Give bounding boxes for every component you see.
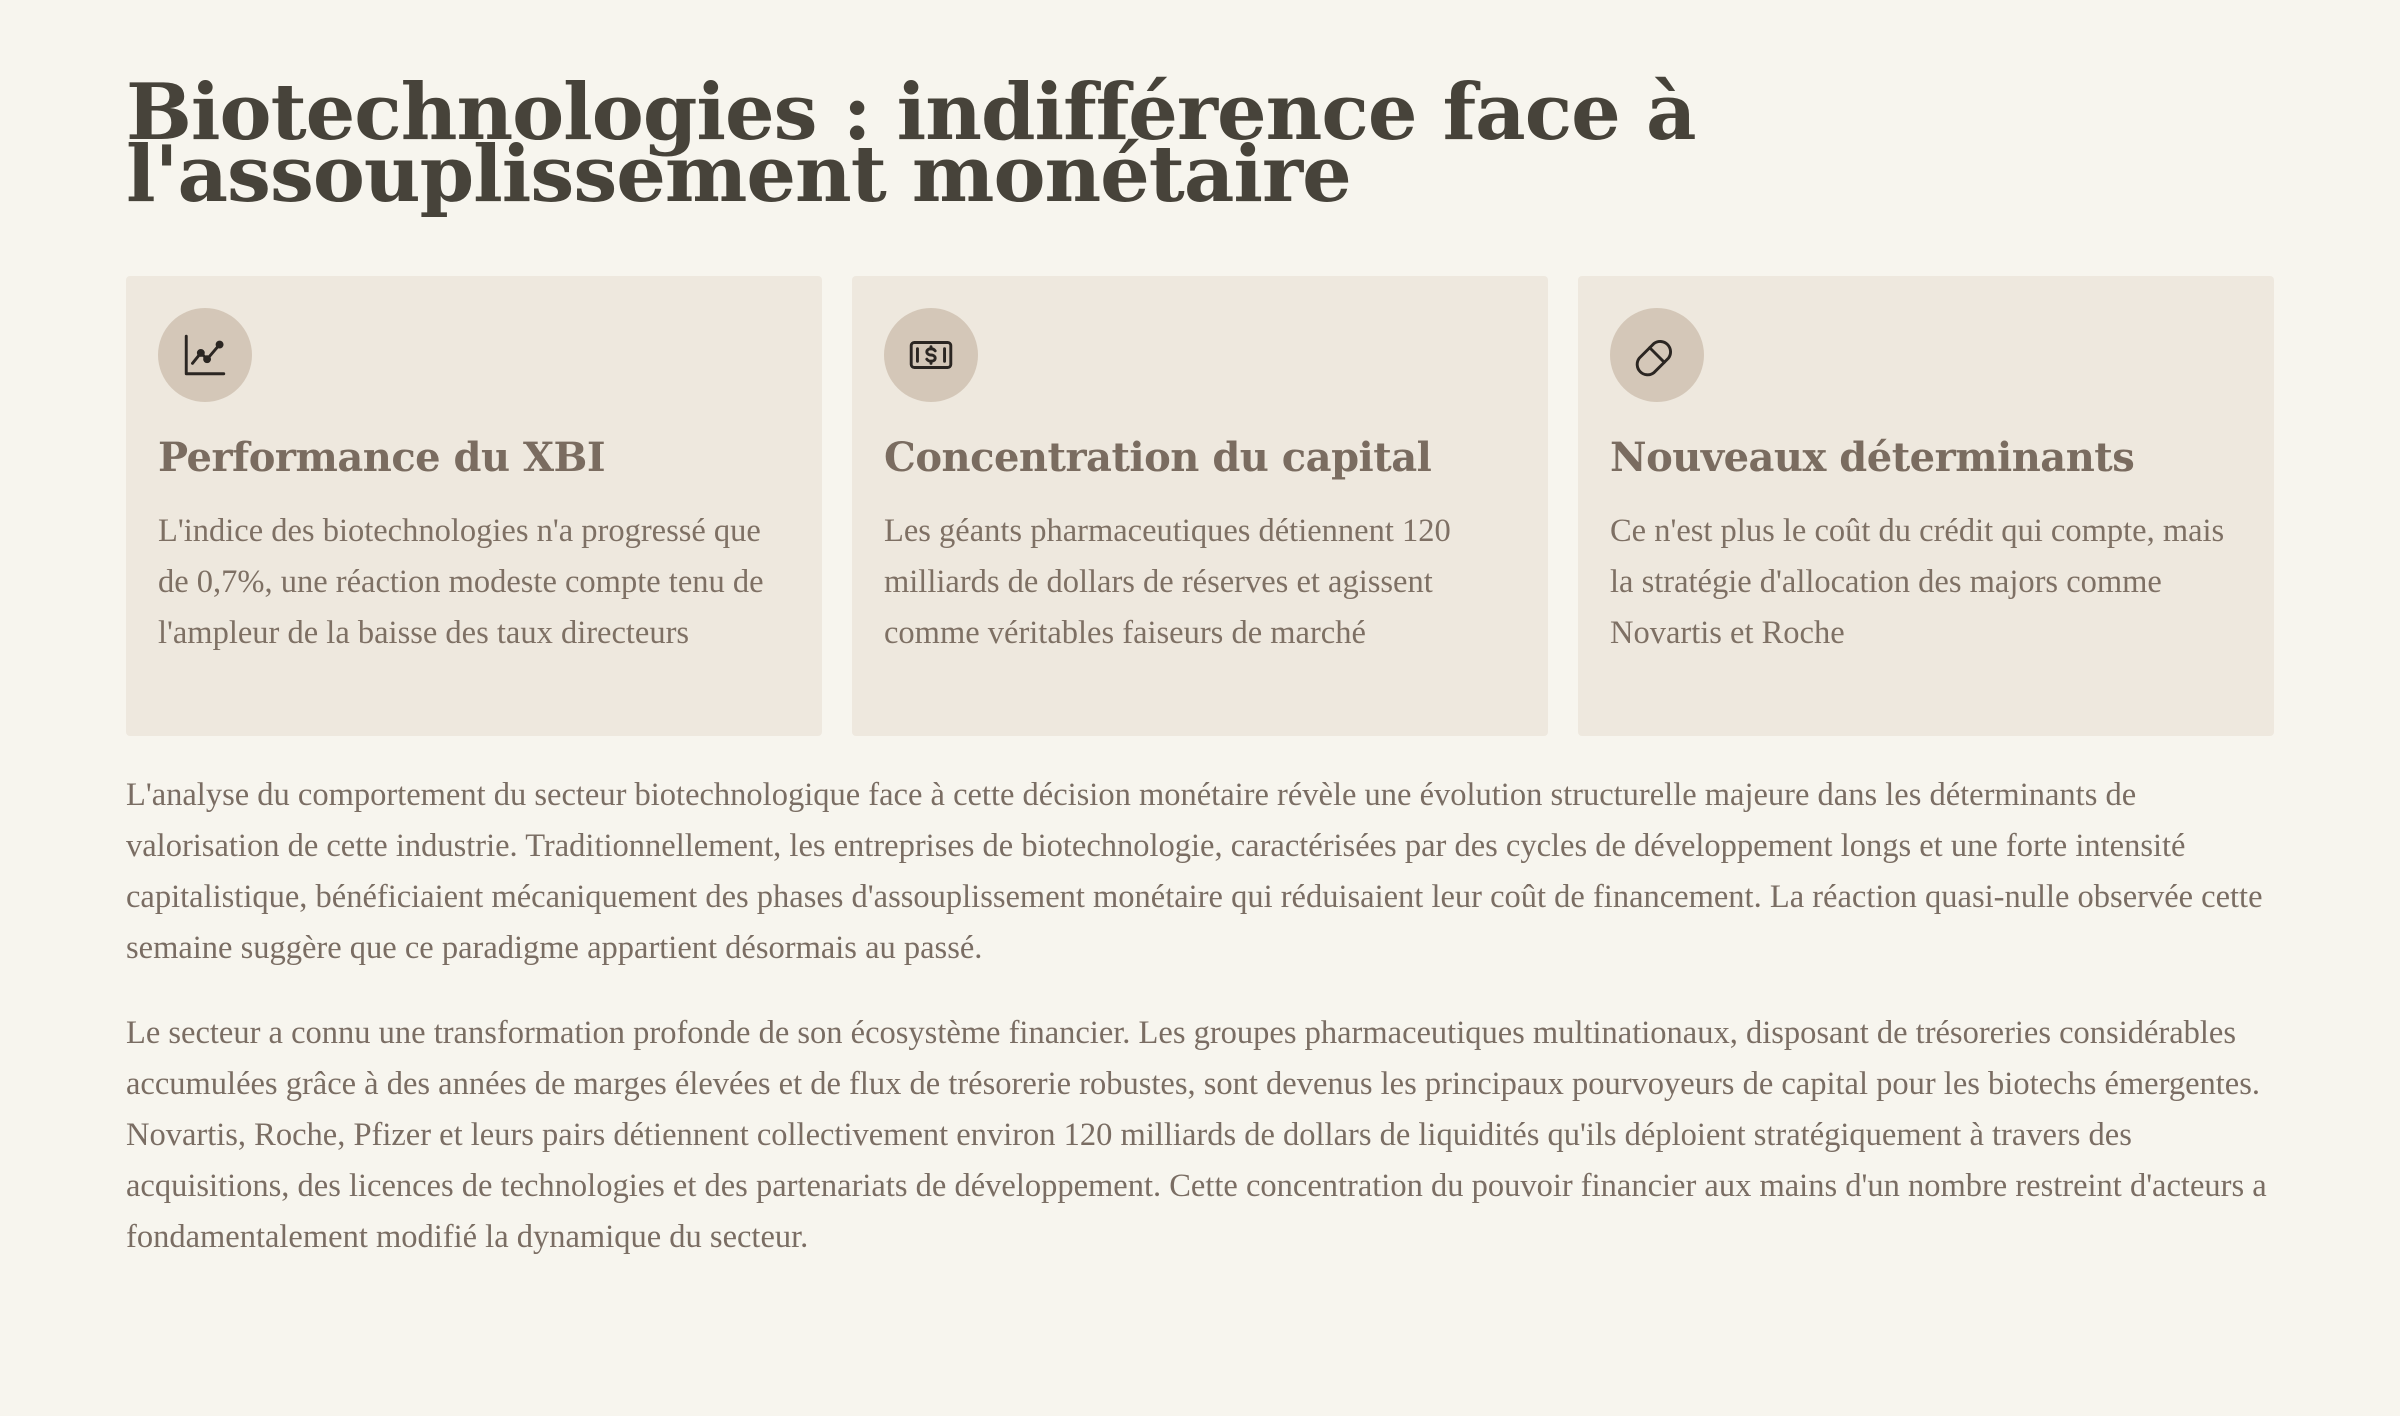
card-title: Nouveaux déterminants bbox=[1610, 434, 2135, 481]
card-text: Ce n'est plus le coût du crédit qui compte, mais la stratégie d'allocation des majors comme Novartis et Roche bbox=[1610, 513, 2225, 651]
body-paragraph: Le secteur a connu une transformation profonde de son écosystème financier. Les groupes pharmaceutiques multinationaux, disposant de trésoreries considérables accumulées grâce à des années de marges élevées et de flux de trésorerie robustes, sont devenus les principaux pourvoyeurs de capital pour les biotechs émergentes. Novartis, Roche, Pfizer et leurs pairs détiennent collectivement environ 120 milliards de dollars de liquidités qu'ils déploient stratégiquement à travers des acquisitions, des licences de technologies et des partenariats de développement. Cette concentration du pouvoir financier aux mains d'un nombre restreint d'acteurs a fondamentalement modifié la dynamique du secteur. bbox=[126, 1015, 2267, 1255]
card-title: Performance du XBI bbox=[158, 434, 606, 481]
card-xbi-performance bbox=[126, 276, 822, 736]
card-text: L'indice des biotechnologies n'a progressé que de 0,7%, une réaction modeste compte tenu de l'ampleur de la baisse des taux directeurs bbox=[158, 513, 764, 651]
key-points bbox=[126, 276, 2274, 736]
card-text: Les géants pharmaceutiques détiennent 120 milliards de dollars de réserves et agissent comme véritables faiseurs de marché bbox=[884, 513, 1451, 651]
body-paragraph: L'analyse du comportement du secteur biotechnologique face à cette décision monétaire révèle une évolution structurelle majeure dans les déterminants de valorisation de cette industrie. Traditionnellement, les entreprises de biotechnologie, caractérisées par des cycles de développement longs et une forte intensité capitalistique, bénéficiaient mécaniquement des phases d'assouplissement monétaire qui réduisaient leur coût de financement. La réaction quasi-nulle observée cette semaine suggère que ce paradigme appartient désormais au passé. bbox=[126, 777, 2263, 966]
banknote-dollar-icon bbox=[884, 308, 978, 402]
page-title: Biotechnologies : indifférence face à l'assouplissement monétaire bbox=[126, 67, 1696, 220]
card-capital-concentration bbox=[852, 276, 1548, 736]
card-title: Concentration du capital bbox=[884, 434, 1432, 481]
chart-line-icon bbox=[158, 308, 252, 402]
card-new-drivers bbox=[1578, 276, 2274, 736]
pill-capsule-icon bbox=[1610, 308, 1704, 402]
